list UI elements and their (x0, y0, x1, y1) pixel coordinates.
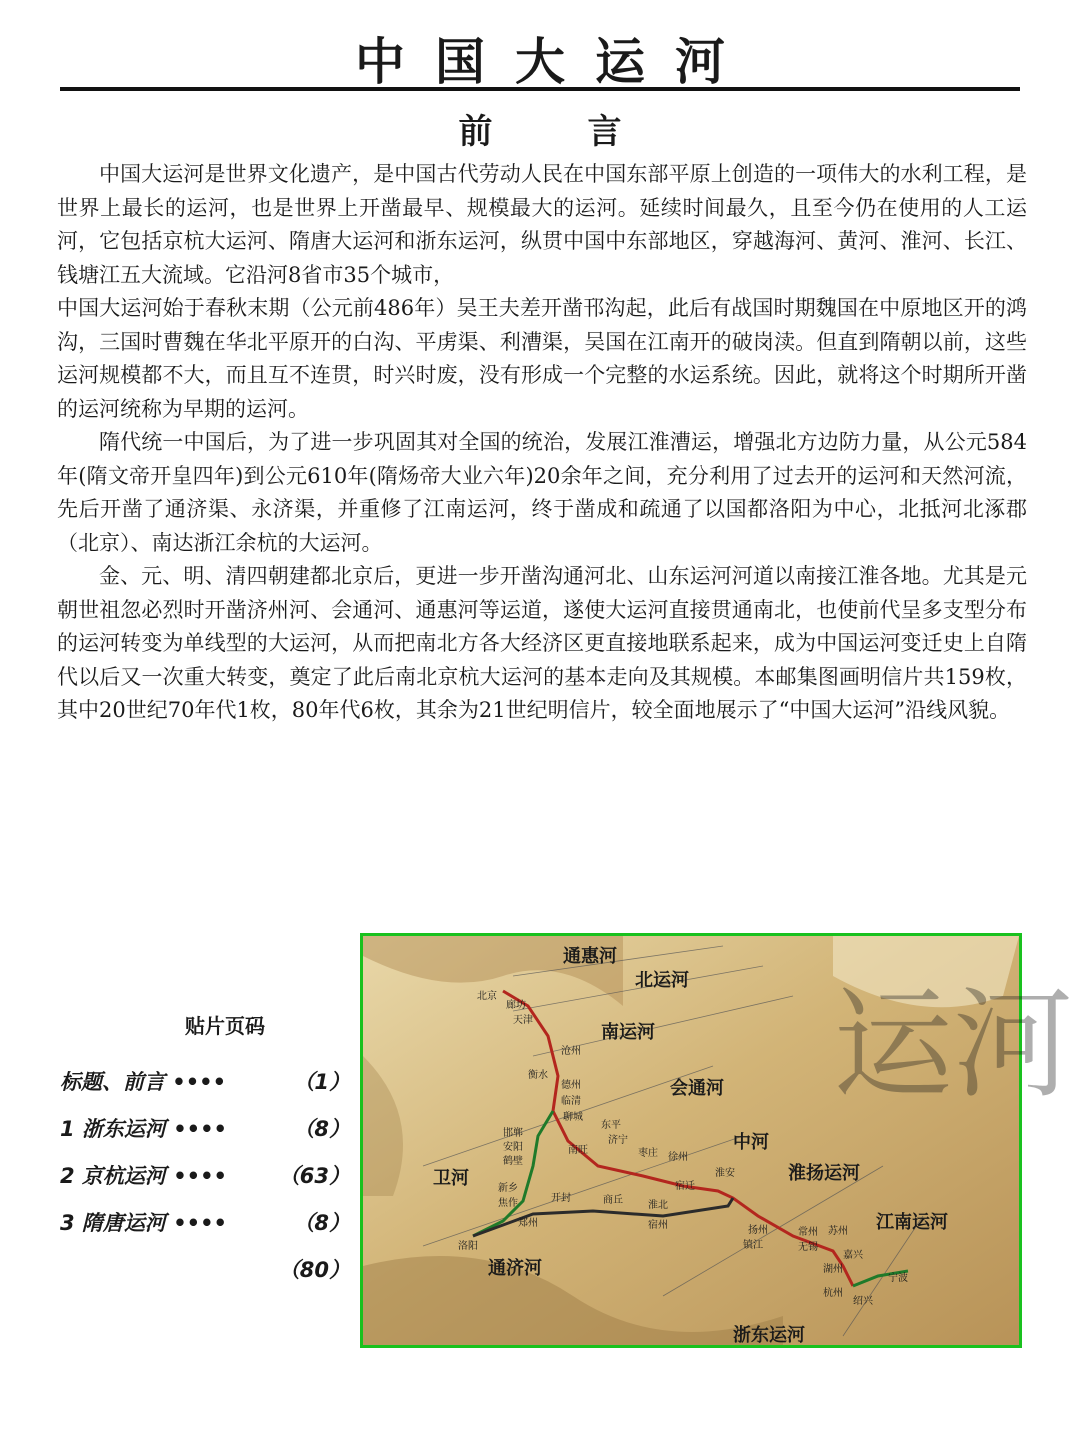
city-label: 北京 (477, 991, 497, 1002)
toc-total: （80） (278, 1258, 350, 1282)
city-label: 常州 (798, 1227, 818, 1238)
section-label: 淮扬运河 (788, 1163, 860, 1184)
paragraph-4: 金、元、明、清四朝建都北京后，更进一步开凿沟通河北、山东运河河道以南接江淮各地。尤其是元朝世祖忽必烈时开凿济州河、会通河、通惠河等运道，遂使大运河直接贯通南北，也使前代呈多支型分布的运河转变为单线型的大运河，从而把南北方各大经济区更直接地联系起来，成为中国运河变迁史上自隋代以后又一次重大转变，奠定了此后南北京杭大运河的基本走向及其规模。本邮集图画明信片共159枚，其中20世纪70年代1枚，80年代6枚，其余为21世纪明信片，较全面地展示了“中国大运河”沿线风貌。 (57, 564, 1027, 722)
toc-label: 2 京杭运河 •••• (60, 1164, 227, 1188)
toc-page: （63） (278, 1164, 350, 1188)
section-label: 通惠河 (563, 946, 617, 967)
city-label: 德州 (561, 1080, 581, 1091)
preface-heading-right: 言 (587, 112, 622, 152)
section-label: 通济河 (488, 1258, 542, 1279)
section-label: 卫河 (433, 1168, 469, 1189)
page-index (60, 1010, 350, 1294)
city-label: 徐州 (668, 1152, 688, 1163)
section-label: 会通河 (670, 1078, 724, 1099)
map-watermark: 运河 (833, 976, 1073, 1115)
city-label: 商丘 (603, 1195, 623, 1206)
section-label: 浙东运河 (733, 1325, 805, 1346)
city-label: 济宁 (608, 1135, 628, 1146)
canal-map-drawing (363, 936, 1073, 1346)
city-label: 绍兴 (853, 1296, 873, 1307)
toc-row (60, 1106, 350, 1153)
city-label: 宿州 (648, 1220, 668, 1231)
city-label: 镇江 (743, 1240, 763, 1251)
city-label: 嘉兴 (843, 1250, 863, 1261)
preface-heading-left: 前 (458, 112, 493, 152)
city-label: 新乡 (498, 1183, 518, 1194)
city-label: 开封 (551, 1193, 571, 1204)
city-label: 聊城 (563, 1112, 583, 1123)
toc-label: 1 浙东运河 •••• (60, 1117, 227, 1141)
city-label: 扬州 (748, 1225, 768, 1236)
paragraph-2: 中国大运河始于春秋末期（公元前486年）吴王夫差开凿邗沟起，此后有战国时期魏国在中原地区开的鸿沟，三国时曹魏在华北平原开的白沟、平虏渠、利漕渠，吴国在江南开的破岗渎。但直到隋朝以前，这些运河规模都不大，而且互不连贯，时兴时废，没有形成一个完整的水运系统。因此，就将这个时期所开凿的运河统称为早期的运河。 (57, 296, 1027, 421)
city-label: 临清 (561, 1096, 581, 1107)
section-label: 中河 (733, 1132, 769, 1153)
canal-map (360, 933, 1073, 1348)
city-label: 鹤壁 (503, 1156, 523, 1167)
paragraph-3: 隋代统一中国后，为了进一步巩固其对全国的统治，发展江淮漕运，增强北方边防力量，从公元584年(隋文帝开皇四年)到公元610年(隋炀帝大业六年)20余年之间，充分利用了过去开的运河和天然河流，先后开凿了通济渠、永济渠，并重修了江南运河，终于凿成和疏通了以国都洛阳为中心，北抵河北涿郡（北京）、南达浙江余杭的大运河。 (57, 430, 1027, 555)
page-index-title: 贴片页码 (185, 1014, 265, 1038)
city-label: 东平 (601, 1120, 621, 1131)
paragraph-1: 中国大运河是世界文化遗产，是中国古代劳动人民在中国东部平原上创造的一项伟大的水利工程，是世界上最长的运河，也是世界上开凿最早、规模最大的运河。延续时间最久，且至今仍在使用的人工运河，它包括京杭大运河、隋唐大运河和浙东运河，纵贯中国中东部地区，穿越海河、黄河、淮河、长江、钱塘江五大流域。它沿河8省市35个城市， (57, 162, 1027, 287)
city-label: 郑州 (518, 1218, 538, 1229)
preface-body (57, 158, 1027, 728)
toc-page: （8） (293, 1211, 350, 1235)
city-label: 宁波 (888, 1273, 908, 1284)
title-divider (60, 87, 1020, 91)
city-label: 衡水 (528, 1070, 548, 1081)
section-label: 南运河 (601, 1022, 655, 1043)
toc-total-row (60, 1247, 350, 1294)
city-label: 湖州 (823, 1264, 843, 1275)
toc-page: （8） (293, 1117, 350, 1141)
city-label: 邯郸 (503, 1128, 523, 1139)
city-label: 无锡 (798, 1242, 818, 1253)
city-label: 枣庄 (638, 1148, 658, 1159)
city-label: 南旺 (568, 1145, 588, 1156)
city-label: 安阳 (503, 1142, 523, 1153)
city-label: 洛阳 (458, 1241, 478, 1252)
toc-label: 3 隋唐运河 •••• (60, 1211, 227, 1235)
preface-heading (0, 104, 1080, 153)
city-label: 廊坊 (506, 1000, 526, 1011)
toc-label: 标题、前言 •••• (60, 1070, 227, 1094)
city-label: 苏州 (828, 1226, 848, 1237)
city-label: 天津 (513, 1015, 533, 1026)
toc-row (60, 1059, 350, 1106)
city-label: 杭州 (823, 1288, 843, 1299)
city-label: 沧州 (561, 1046, 581, 1057)
toc-row (60, 1153, 350, 1200)
section-label: 北运河 (635, 970, 689, 991)
city-label: 宿迁 (675, 1181, 695, 1192)
section-label: 江南运河 (876, 1212, 948, 1233)
toc-row (60, 1200, 350, 1247)
city-label: 淮安 (715, 1168, 735, 1179)
city-label: 淮北 (648, 1200, 668, 1211)
toc-page: （1） (293, 1070, 350, 1094)
city-label: 焦作 (498, 1198, 518, 1209)
page-title: 中国大运河 (355, 33, 755, 91)
